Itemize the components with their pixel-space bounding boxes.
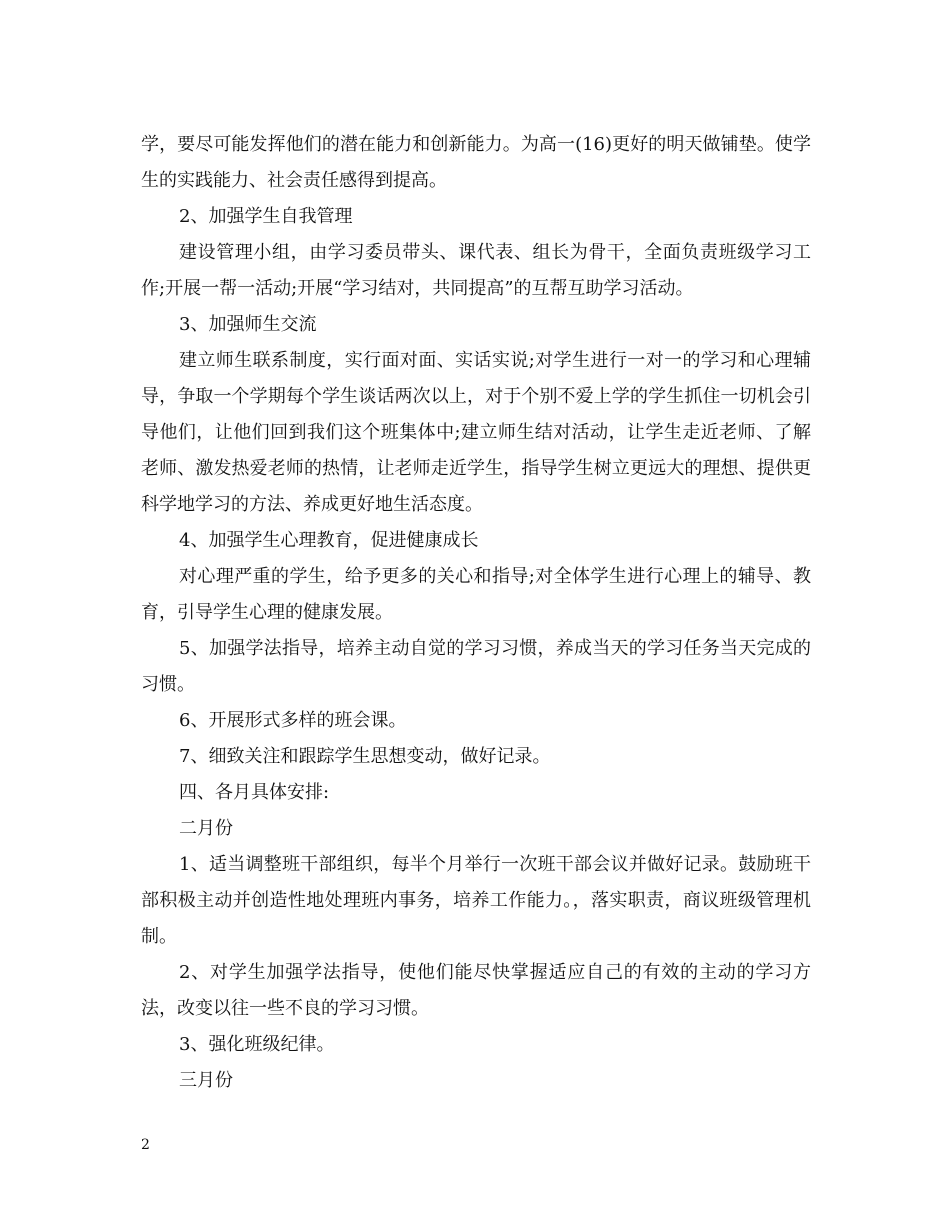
document-body <box>141 127 811 1099</box>
paragraph: 1、适当调整班干部组织，每半个月举行一次班干部会议并做好记录。鼓励班干部积极主动并创造性地处理班内事务，培养工作能力。，落实职责，商议班级管理机制。 <box>141 854 811 947</box>
paragraph: 7、细致关注和跟踪学生思想变动，做好记录。 <box>179 746 551 767</box>
section-heading: 四、各月具体安排: <box>179 782 330 803</box>
page-number: 2 <box>141 1137 150 1153</box>
month-heading: 二月份 <box>179 818 233 839</box>
paragraph: 5、加强学法指导，培养主动自觉的学习习惯，养成当天的学习任务当天完成的习惯。 <box>141 638 811 695</box>
section-heading: 4、加强学生心理教育，促进健康成长 <box>179 530 479 551</box>
paragraph: 对心理严重的学生，给予更多的关心和指导;对全体学生进行心理上的辅导、教育，引导学生心理的健康发展。 <box>141 566 811 623</box>
paragraph: 建设管理小组，由学习委员带头、课代表、组长为骨干，全面负责班级学习工作;开展一帮一活动;开展“学习结对，共同提高”的互帮互助学习活动。 <box>141 242 811 299</box>
paragraph: 2、对学生加强学法指导，使他们能尽快掌握适应自己的有效的主动的学习方法，改变以往一些不良的学习习惯。 <box>141 962 811 1019</box>
paragraph: 6、开展形式多样的班会课。 <box>179 710 407 731</box>
paragraph: 3、强化班级纪律。 <box>179 1034 335 1055</box>
paragraph: 学，要尽可能发挥他们的潜在能力和创新能力。为高一(16)更好的明天做铺垫。使学生的实践能力、社会责任感得到提高。 <box>141 134 811 191</box>
paragraph: 建立师生联系制度，实行面对面、实话实说;对学生进行一对一的学习和心理辅导，争取一个学期每个学生谈话两次以上，对于个别不爱上学的学生抓住一切机会引导他们，让他们回到我们这个班集体中;建立师生结对活动，让学生走近老师、了解老师、激发热爱老师的热情，让老师走近学生，指导学生树立更远大的理想、提供更科学地学习的方法、养成更好地生活态度。 <box>141 350 811 515</box>
month-heading: 三月份 <box>179 1070 233 1091</box>
section-heading: 3、加强师生交流 <box>179 314 317 335</box>
section-heading: 2、加强学生自我管理 <box>179 206 353 227</box>
